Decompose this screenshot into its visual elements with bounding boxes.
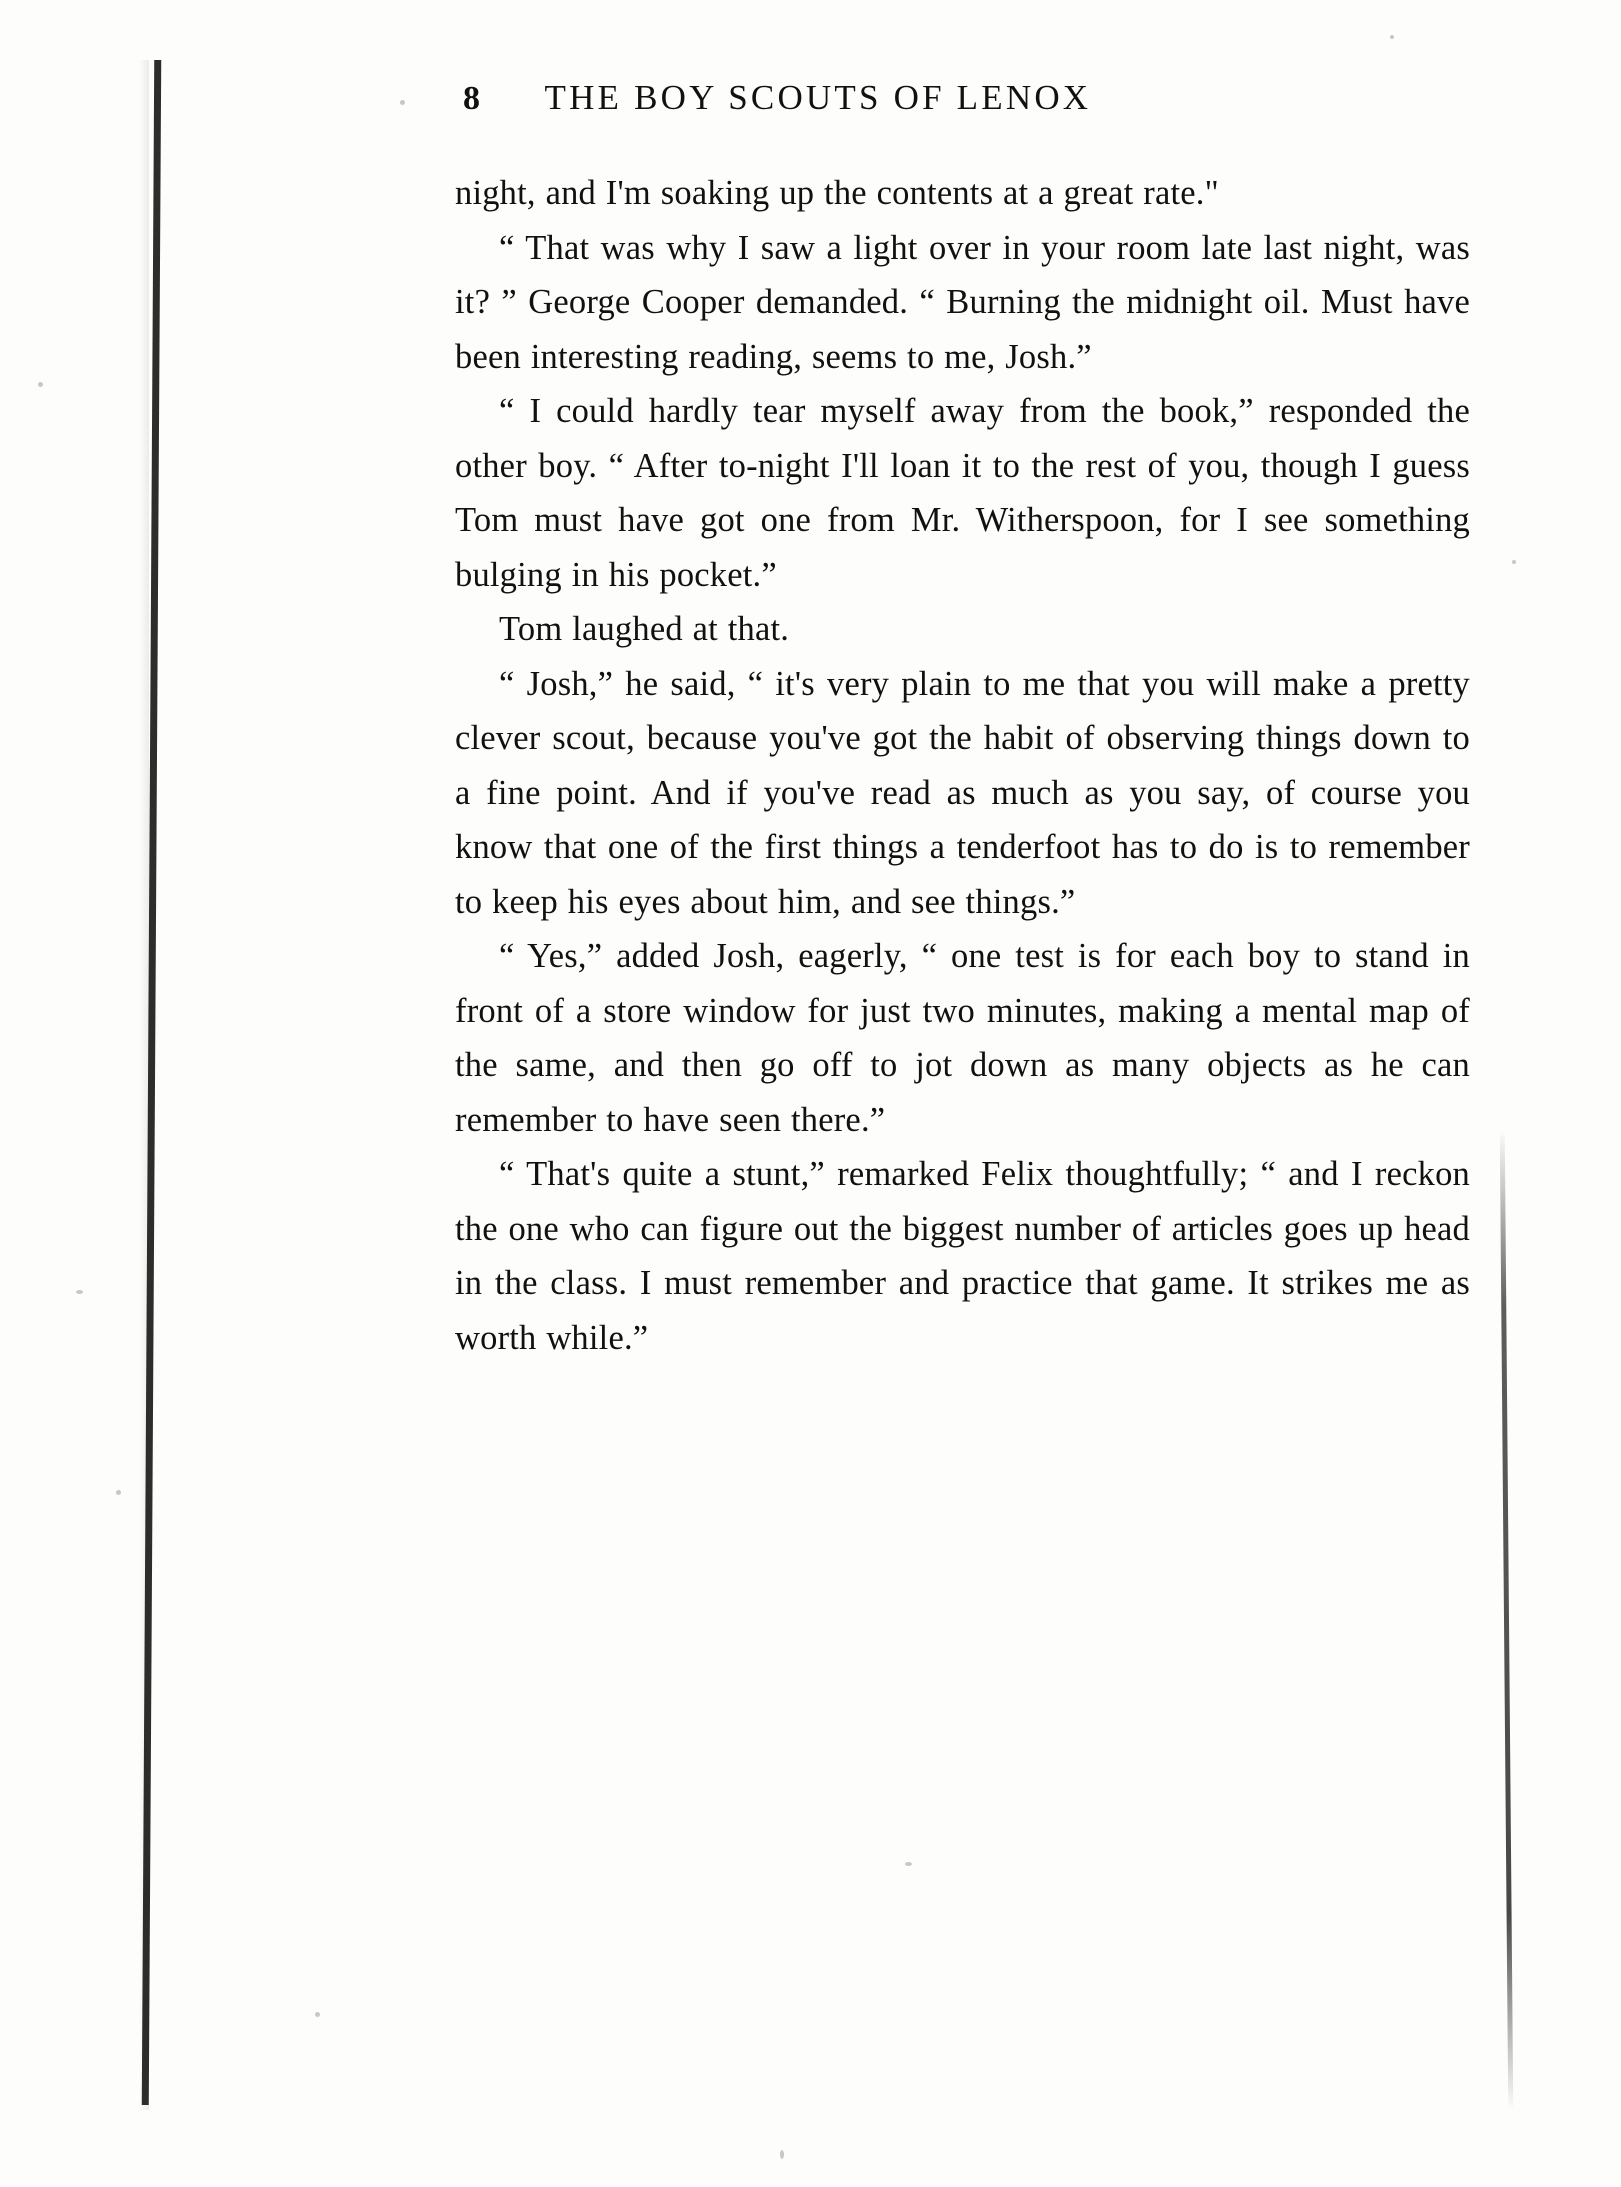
scan-speck — [780, 2150, 784, 2159]
scan-speck — [38, 382, 43, 387]
paragraph: “ Yes,” added Josh, eagerly, “ one test is for each boy to stand in front of a store window for just two minutes, making a mental map of the same, and then go off to jot down as many objects as he can remember to have seen there.” — [455, 937, 1470, 1139]
paragraph: Tom laughed at that. — [499, 610, 790, 648]
scan-speck — [1390, 35, 1394, 39]
scan-speck — [76, 1290, 83, 1294]
paragraph: “ I could hardly tear myself away from the book,” responded the other boy. “ After to-night I'll loan it to the rest of you, though I guess Tom must have got one from Mr. Witherspoon, for I see something bulging in his pocket.” — [455, 392, 1470, 594]
page-number: 8 — [463, 80, 481, 117]
scan-speck — [905, 1862, 912, 1866]
scan-speck — [116, 1490, 121, 1495]
page-header — [463, 78, 1470, 118]
paragraph: night, and I'm soaking up the contents at a great rate." — [455, 174, 1219, 212]
body-text — [455, 166, 1470, 1365]
scan-speck — [400, 100, 405, 105]
scan-speck — [1512, 560, 1516, 564]
paragraph: “ That was why I saw a light over in your room late last night, was it? ” George Cooper demanded. “ Burning the midnight oil. Must have been interesting reading, seems to me, Josh.” — [455, 228, 1470, 376]
paragraph: “ Josh,” he said, “ it's very plain to me that you will make a pretty clever scout, because you've got the habit of observing things down to a fine point. And if you've read as much as you say, of course you know that one of the first things a tenderfoot has to do is to remember to keep his eyes about him, and see things.” — [455, 664, 1470, 921]
paragraph: “ That's quite a stunt,” remarked Felix thoughtfully; “ and I reckon the one who can figure out the biggest number of articles goes up head in the class. I must remember and practice that game. It strikes me as worth while.” — [455, 1155, 1470, 1357]
page-content — [455, 78, 1470, 1365]
page-right-edge — [1500, 1130, 1514, 2110]
running-head-title: THE BOY SCOUTS OF LENOX — [544, 78, 1092, 117]
scan-speck — [315, 2012, 320, 2017]
